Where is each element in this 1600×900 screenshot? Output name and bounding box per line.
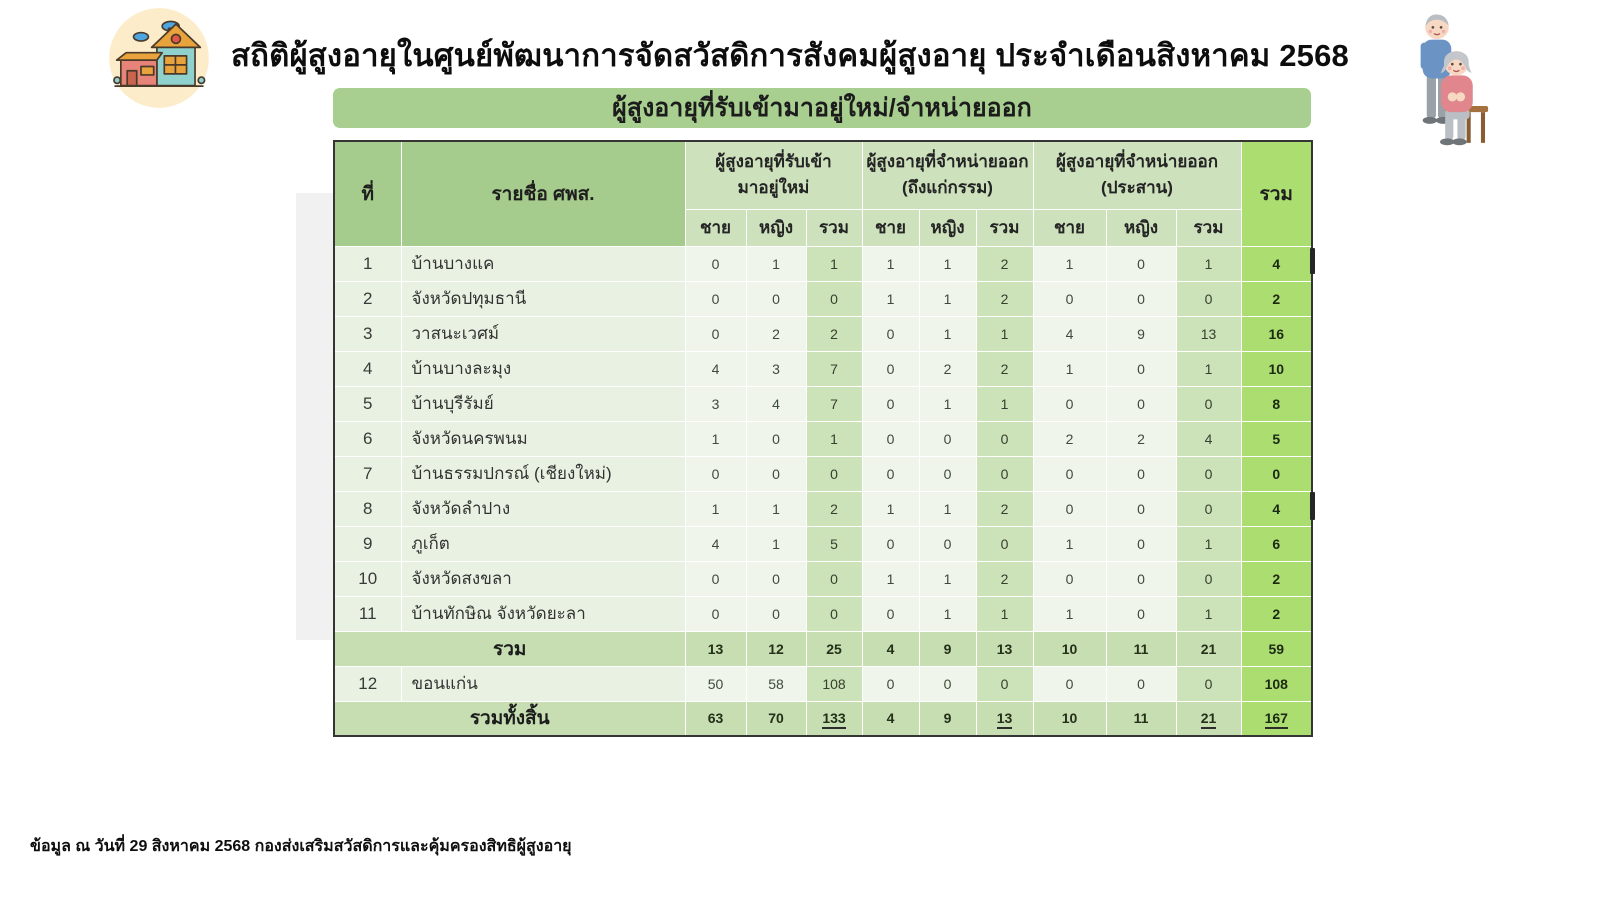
group-label-line1: ผู้สูงอายุที่รับเข้า [715,151,832,171]
summary-value-cell: 10 [1033,631,1106,666]
value-cell: 0 [862,596,919,631]
value-cell: 0 [685,316,746,351]
group-label-line1: ผู้สูงอายุที่จำหน่ายออก [1055,151,1219,171]
summary-value-cell: 4 [862,631,919,666]
value-cell: 0 [1106,351,1176,386]
value-cell: 2 [976,561,1033,596]
table-row [334,561,1312,596]
value-cell: 1 [919,316,976,351]
table-row [334,421,1312,456]
value-cell: 1 [1033,351,1106,386]
section-banner: ผู้สูงอายุที่รับเข้ามาอยู่ใหม่/จำหน่ายออก [333,88,1311,128]
value-cell: 0 [1106,281,1176,316]
stats-table-wrap [333,140,1311,735]
value-cell: 2 [976,351,1033,386]
value-cell: 5 [806,526,862,561]
value-cell: 0 [685,561,746,596]
col-header-name: รายชื่อ ศพส. [401,141,685,246]
col-header-total: รวม [1241,141,1312,246]
value-cell: 3 [685,386,746,421]
col-group-coordinated [1033,141,1241,209]
value-cell: 0 [746,281,806,316]
center-name-cell: บ้านบางละมุง [401,351,685,386]
row-number-cell: 11 [334,596,401,631]
right-edge-mark [1310,248,1315,274]
value-cell: 0 [862,421,919,456]
value-cell: 1 [1033,526,1106,561]
value-cell: 1 [976,316,1033,351]
value-cell: 1 [919,386,976,421]
center-name-cell: จังหวัดสงขลา [401,561,685,596]
row-total-cell: 16 [1241,316,1312,351]
value-cell: 1 [1033,246,1106,281]
table-row [334,526,1312,561]
subcol-male: ชาย [862,209,919,246]
value-cell: 1 [685,421,746,456]
value-cell: 4 [685,526,746,561]
summary-label-cell: รวมทั้งสิ้น [334,701,685,736]
stats-table [333,140,1313,737]
table-row [334,386,1312,421]
value-cell: 0 [1033,386,1106,421]
value-cell: 0 [685,281,746,316]
value-cell: 7 [806,351,862,386]
summary-value-cell: 25 [806,631,862,666]
value-cell: 1 [862,281,919,316]
value-cell: 1 [1176,246,1241,281]
table-row [334,246,1312,281]
value-cell: 2 [976,491,1033,526]
value-cell: 0 [1033,491,1106,526]
row-total-cell: 108 [1241,666,1312,701]
row-number-cell: 5 [334,386,401,421]
value-cell: 2 [1106,421,1176,456]
col-header-no: ที่ [334,141,401,246]
subcol-sum: รวม [806,209,862,246]
row-number-cell: 12 [334,666,401,701]
center-name-cell: บ้านธรรมปกรณ์ (เชียงใหม่) [401,456,685,491]
value-cell: 0 [1176,561,1241,596]
value-cell: 0 [685,456,746,491]
subcol-sum: รวม [1176,209,1241,246]
table-row [334,316,1312,351]
value-cell: 1 [1033,596,1106,631]
summary-value-cell: 13 [685,631,746,666]
summary-value-cell: 13 [976,701,1033,736]
value-cell: 0 [746,596,806,631]
summary-value-cell: 63 [685,701,746,736]
summary-value-cell: 21 [1176,701,1241,736]
row-total-cell: 2 [1241,596,1312,631]
value-cell: 0 [862,456,919,491]
value-cell: 1 [685,491,746,526]
value-cell: 2 [806,316,862,351]
summary-value-cell: 21 [1176,631,1241,666]
value-cell: 0 [862,526,919,561]
value-cell: 0 [1176,456,1241,491]
summary-value-cell: 12 [746,631,806,666]
value-cell: 108 [806,666,862,701]
value-cell: 0 [746,456,806,491]
center-name-cell: บ้านบุรีรัมย์ [401,386,685,421]
subcol-female: หญิง [919,209,976,246]
summary-value-cell: 4 [862,701,919,736]
center-name-cell: บ้านทักษิณ จังหวัดยะลา [401,596,685,631]
value-cell: 1 [806,421,862,456]
summary-value-cell: 133 [806,701,862,736]
group-label-line2: (ถึงแก่กรรม) [902,178,993,198]
house-icon [106,5,212,111]
right-edge-mark [1310,492,1315,520]
subcol-female: หญิง [1106,209,1176,246]
value-cell: 0 [976,421,1033,456]
col-group-admitted [685,141,862,209]
row-total-cell: 5 [1241,421,1312,456]
summary-value-cell: 9 [919,631,976,666]
value-cell: 0 [1033,281,1106,316]
elderly-couple-icon [1381,12,1495,150]
row-number-cell: 9 [334,526,401,561]
value-cell: 0 [919,456,976,491]
table-row [334,596,1312,631]
value-cell: 0 [976,456,1033,491]
value-cell: 13 [1176,316,1241,351]
summary-value-cell: 11 [1106,631,1176,666]
value-cell: 0 [1106,526,1176,561]
value-cell: 1 [919,596,976,631]
value-cell: 4 [1176,421,1241,456]
value-cell: 0 [746,561,806,596]
value-cell: 0 [1106,246,1176,281]
row-total-cell: 4 [1241,246,1312,281]
left-shadow-strip [296,193,333,640]
row-total-cell: 0 [1241,456,1312,491]
value-cell: 0 [1106,596,1176,631]
value-cell: 2 [919,351,976,386]
row-number-cell: 2 [334,281,401,316]
value-cell: 0 [862,316,919,351]
subcol-sum: รวม [976,209,1033,246]
row-number-cell: 7 [334,456,401,491]
value-cell: 1 [976,386,1033,421]
value-cell: 1 [919,561,976,596]
table-row [334,281,1312,316]
row-total-cell: 2 [1241,561,1312,596]
summary-total-cell: 59 [1241,631,1312,666]
row-number-cell: 1 [334,246,401,281]
row-number-cell: 6 [334,421,401,456]
value-cell: 0 [1176,491,1241,526]
table-row [334,351,1312,386]
summary-value-cell: 13 [976,631,1033,666]
value-cell: 3 [746,351,806,386]
row-total-cell: 2 [1241,281,1312,316]
table-row [334,491,1312,526]
group-label-line2: มาอยู่ใหม่ [737,178,810,198]
value-cell: 1 [1176,596,1241,631]
row-total-cell: 4 [1241,491,1312,526]
value-cell: 0 [806,456,862,491]
value-cell: 1 [746,526,806,561]
center-name-cell: จังหวัดนครพนม [401,421,685,456]
value-cell: 0 [862,351,919,386]
value-cell: 0 [1106,456,1176,491]
summary-label-cell: รวม [334,631,685,666]
value-cell: 0 [1106,386,1176,421]
grand-total-row [334,701,1312,736]
value-cell: 1 [862,561,919,596]
value-cell: 1 [919,281,976,316]
row-number-cell: 8 [334,491,401,526]
value-cell: 0 [1176,281,1241,316]
value-cell: 1 [1176,351,1241,386]
value-cell: 2 [1033,421,1106,456]
value-cell: 0 [1033,666,1106,701]
value-cell: 0 [919,666,976,701]
value-cell: 1 [746,491,806,526]
page-title: สถิติผู้สูงอายุในศูนย์พัฒนาการจัดสวัสดิการสังคมผู้สูงอายุ ประจำเดือนสิงหาคม 2568 [231,38,1349,73]
summary-value-cell: 11 [1106,701,1176,736]
center-name-cell: ขอนแก่น [401,666,685,701]
value-cell: 4 [1033,316,1106,351]
value-cell: 2 [976,281,1033,316]
value-cell: 0 [746,421,806,456]
subcol-female: หญิง [746,209,806,246]
value-cell: 0 [919,421,976,456]
row-number-cell: 3 [334,316,401,351]
subcol-male: ชาย [1033,209,1106,246]
subcol-male: ชาย [685,209,746,246]
center-name-cell: จังหวัดลำปาง [401,491,685,526]
value-cell: 0 [1106,491,1176,526]
center-name-cell: วาสนะเวศม์ [401,316,685,351]
summary-value-cell: 9 [919,701,976,736]
value-cell: 0 [1033,561,1106,596]
value-cell: 4 [685,351,746,386]
row-total-cell: 8 [1241,386,1312,421]
col-group-deceased [862,141,1033,209]
value-cell: 9 [1106,316,1176,351]
value-cell: 0 [685,246,746,281]
value-cell: 4 [746,386,806,421]
value-cell: 50 [685,666,746,701]
value-cell: 0 [976,666,1033,701]
summary-value-cell: 10 [1033,701,1106,736]
data-source-note: ข้อมูล ณ วันที่ 29 สิงหาคม 2568 กองส่งเสริมสวัสดิการและคุ้มครองสิทธิผู้สูงอายุ [30,838,572,855]
value-cell: 58 [746,666,806,701]
value-cell: 0 [862,386,919,421]
value-cell: 1 [862,491,919,526]
table-row [334,666,1312,701]
center-name-cell: บ้านบางแค [401,246,685,281]
summary-total-cell: 167 [1241,701,1312,736]
value-cell: 0 [1176,666,1241,701]
table-row [334,456,1312,491]
value-cell: 1 [746,246,806,281]
subtotal-row [334,631,1312,666]
value-cell: 1 [806,246,862,281]
value-cell: 1 [919,491,976,526]
value-cell: 0 [976,526,1033,561]
value-cell: 1 [919,246,976,281]
group-label-line2: (ประสาน) [1101,178,1173,198]
center-name-cell: ภูเก็ต [401,526,685,561]
summary-value-cell: 70 [746,701,806,736]
value-cell: 2 [806,491,862,526]
row-total-cell: 6 [1241,526,1312,561]
row-number-cell: 4 [334,351,401,386]
row-number-cell: 10 [334,561,401,596]
value-cell: 0 [1176,386,1241,421]
group-label-line1: ผู้สูงอายุที่จำหน่ายออก [866,151,1029,171]
value-cell: 0 [806,596,862,631]
value-cell: 0 [806,561,862,596]
value-cell: 1 [1176,526,1241,561]
value-cell: 7 [806,386,862,421]
row-total-cell: 10 [1241,351,1312,386]
value-cell: 0 [1106,561,1176,596]
value-cell: 0 [919,526,976,561]
value-cell: 0 [1033,456,1106,491]
value-cell: 2 [976,246,1033,281]
value-cell: 1 [976,596,1033,631]
value-cell: 1 [862,246,919,281]
value-cell: 0 [862,666,919,701]
center-name-cell: จังหวัดปทุมธานี [401,281,685,316]
value-cell: 0 [806,281,862,316]
value-cell: 2 [746,316,806,351]
value-cell: 0 [685,596,746,631]
value-cell: 0 [1106,666,1176,701]
